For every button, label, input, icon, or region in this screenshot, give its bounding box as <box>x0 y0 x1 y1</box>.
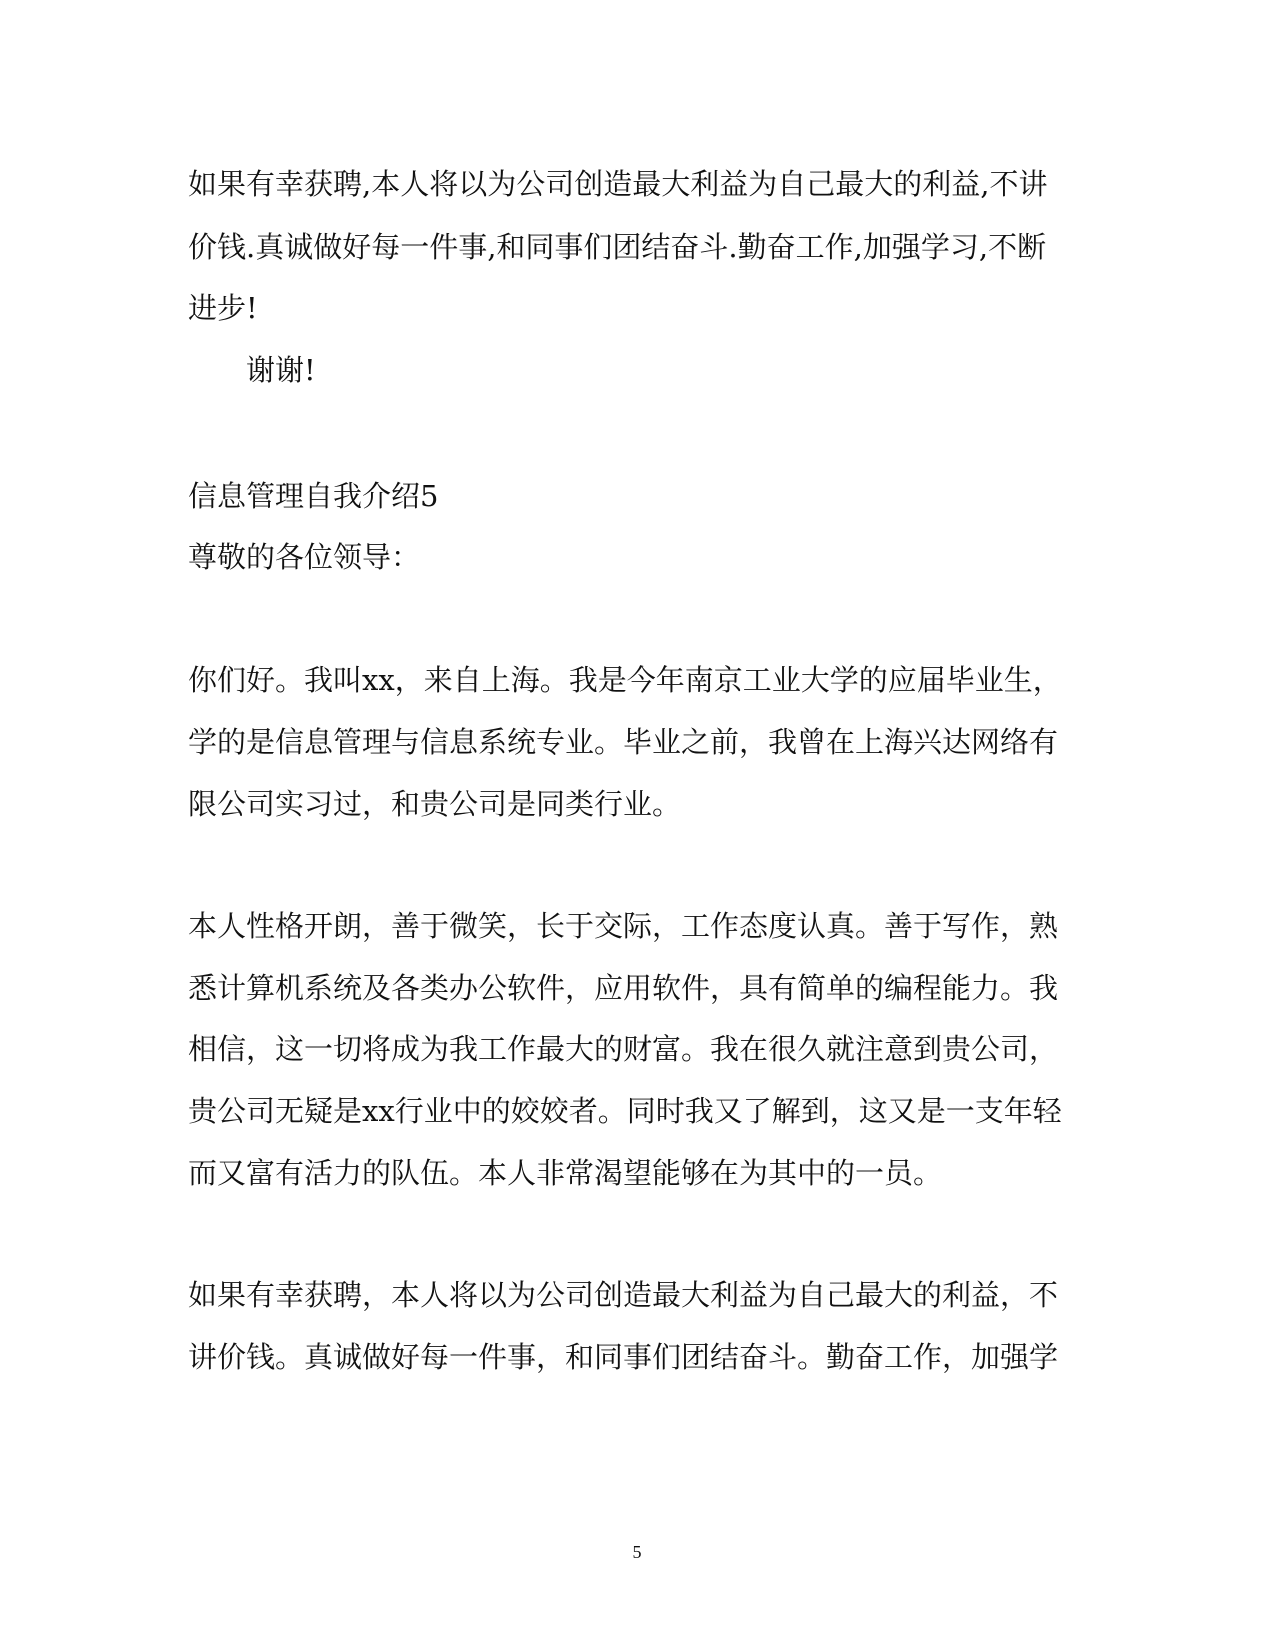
text-line: 如果有幸获聘，本人将以为公司创造最大利益为自己最大的利益，不 <box>188 1278 1059 1312</box>
text-line: 而又富有活力的队伍。本人非常渴望能够在为其中的一员。 <box>188 1156 943 1190</box>
text-line: 本人性格开朗，善于微笑，长于交际，工作态度认真。善于写作，熟 <box>188 909 1059 943</box>
thanks-line: 谢谢! <box>246 353 316 387</box>
salutation: 尊敬的各位领导： <box>188 540 421 574</box>
text-line: 学的是信息管理与信息系统专业。毕业之前，我曾在上海兴达网络有 <box>188 725 1059 759</box>
text-line: 价钱.真诚做好每一件事,和同事们团结奋斗.勤奋工作,加强学习,不断 <box>188 230 1047 264</box>
text-line: 限公司实习过，和贵公司是同类行业。 <box>188 787 682 821</box>
page-number: 5 <box>632 1542 642 1562</box>
text-line: 贵公司无疑是xx行业中的姣姣者。同时我又了解到，这又是一支年轻 <box>188 1094 1062 1128</box>
text-line: 悉计算机系统及各类办公软件，应用软件，具有简单的编程能力。我 <box>188 971 1059 1005</box>
section-title: 信息管理自我介绍5 <box>188 479 439 513</box>
text-line: 进步! <box>188 291 258 325</box>
text-line: 讲价钱。真诚做好每一件事，和同事们团结奋斗。勤奋工作，加强学 <box>188 1340 1059 1374</box>
text-line: 如果有幸获聘,本人将以为公司创造最大利益为自己最大的利益,不讲 <box>188 167 1048 201</box>
text-line: 你们好。我叫xx，来自上海。我是今年南京工业大学的应届毕业生， <box>188 663 1062 697</box>
text-line: 相信，这一切将成为我工作最大的财富。我在很久就注意到贵公司， <box>188 1032 1059 1066</box>
